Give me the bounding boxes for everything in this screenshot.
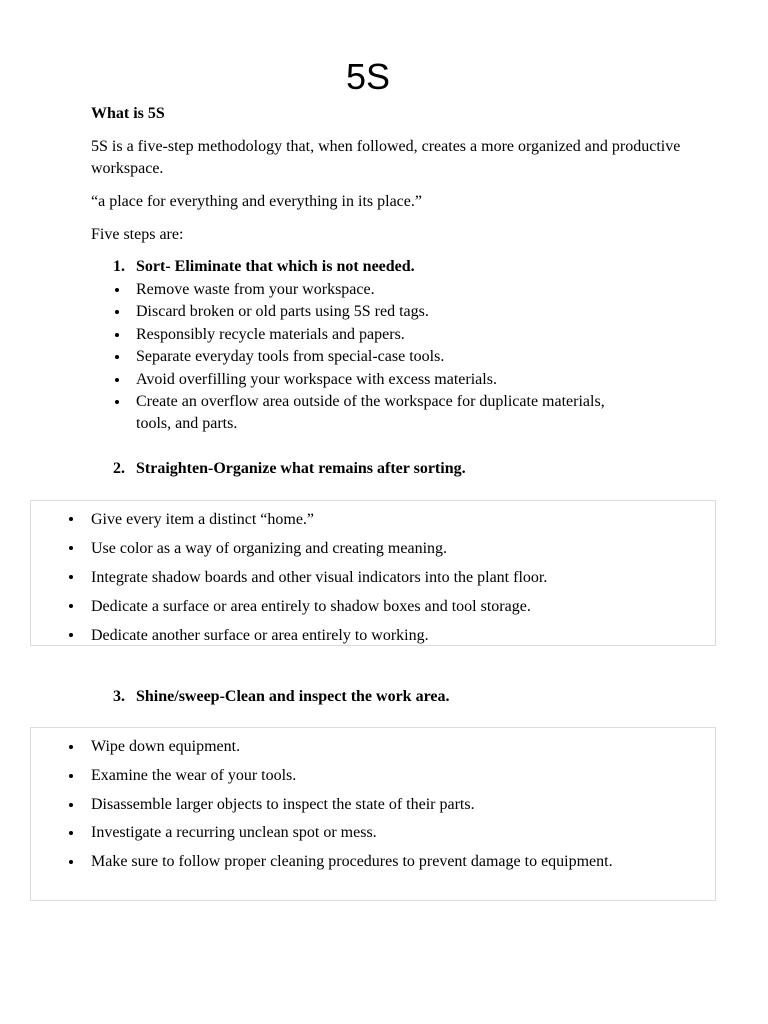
definition-paragraph: 5S is a five-step methodology that, when followed, creates a more organized and productive workspace. (91, 138, 681, 177)
steps-intro: Five steps are: (91, 226, 184, 243)
item-text: Avoid overfilling your workspace with excess materials. (136, 370, 497, 388)
list-item (91, 819, 651, 848)
bullet-icon (69, 633, 73, 637)
list-item (91, 621, 651, 650)
step-1-list (0, 279, 700, 436)
bullet-icon (115, 310, 119, 314)
item-text: Use color as a way of organizing and creating meaning. (91, 540, 448, 557)
bullet-icon (69, 604, 73, 608)
quote-paragraph: “a place for everything and everything in its place.” (91, 193, 422, 210)
list-item (91, 848, 651, 877)
step-number: 2. (113, 460, 125, 477)
bullet-icon (69, 745, 73, 749)
intro-heading: What is 5S (91, 105, 165, 122)
bullet-icon (115, 378, 119, 382)
list-item (136, 346, 636, 368)
item-text: Disassemble larger objects to inspect the state of their parts. (91, 795, 475, 813)
list-item (91, 592, 651, 621)
bullet-icon (69, 575, 73, 579)
bullet-icon (69, 517, 73, 521)
page-title: 5S (345, 56, 391, 97)
step-heading-text: Straighten-Organize what remains after sorting. (136, 460, 466, 477)
item-text: Give every item a distinct “home.” (91, 511, 315, 528)
item-text: Create an overflow area outside of the workspace for duplicate materials, tools, and parts. (136, 393, 605, 433)
step-heading-text: Sort- Eliminate that which is not needed. (136, 258, 415, 275)
list-item (136, 324, 636, 346)
item-text: Investigate a recurring unclean spot or mess. (91, 824, 377, 842)
item-text: Integrate shadow boards and other visual indicators into the plant floor. (91, 569, 548, 586)
bullet-icon (69, 831, 73, 835)
step-2-heading (113, 458, 673, 480)
list-item (136, 391, 636, 436)
step-number: 3. (113, 688, 125, 705)
step-3-box (30, 727, 716, 901)
list-item (91, 733, 651, 762)
item-text: Make sure to follow proper cleaning procedures to prevent damage to equipment. (91, 853, 613, 871)
bullet-icon (115, 333, 119, 337)
bullet-icon (69, 774, 73, 778)
item-text: Dedicate a surface or area entirely to shadow boxes and tool storage. (91, 598, 531, 615)
bullet-icon (69, 546, 73, 550)
list-item (136, 369, 636, 391)
item-text: Discard broken or old parts using 5S red tags. (136, 303, 429, 321)
list-item (91, 563, 651, 592)
step-1-heading (113, 256, 673, 278)
item-text: Examine the wear of your tools. (91, 766, 297, 784)
bullet-icon (115, 400, 119, 404)
item-text: Separate everyday tools from special-case tools. (136, 348, 445, 366)
list-item (91, 505, 651, 534)
list-item (91, 534, 651, 563)
step-number: 1. (113, 258, 125, 275)
step-3-heading (113, 686, 673, 708)
item-text: Remove waste from your workspace. (136, 281, 375, 298)
step-heading-text: Shine/sweep-Clean and inspect the work area. (136, 688, 450, 705)
step-2-box (30, 500, 716, 646)
bullet-icon (69, 803, 73, 807)
bullet-icon (115, 288, 119, 292)
list-item (91, 762, 651, 791)
bullet-icon (69, 860, 73, 864)
bullet-icon (115, 355, 119, 359)
list-item (136, 301, 636, 323)
item-text: Dedicate another surface or area entirely to working. (91, 627, 429, 644)
list-item (136, 279, 636, 301)
item-text: Wipe down equipment. (91, 738, 241, 755)
item-text: Responsibly recycle materials and papers. (136, 325, 405, 343)
list-item (91, 791, 651, 820)
